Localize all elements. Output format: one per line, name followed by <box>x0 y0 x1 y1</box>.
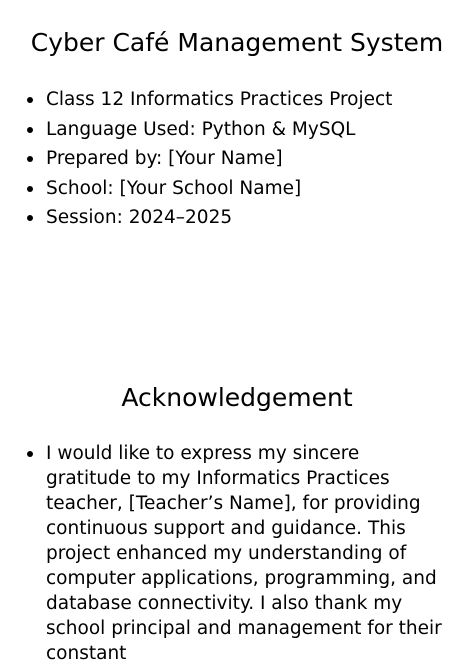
bullet-item <box>0 85 474 115</box>
bullet-list <box>0 441 474 666</box>
bullet-dot-icon <box>27 451 33 457</box>
bullet-dot-icon <box>27 156 33 162</box>
bullet-item <box>0 441 474 666</box>
bullet-dot-icon <box>27 97 33 103</box>
bullet-dot-icon <box>27 186 33 192</box>
bullet-item <box>0 144 474 174</box>
bullet-dot-icon <box>27 127 33 133</box>
slide-title: Cyber Café Management System <box>30 28 444 57</box>
bullet-text: Language Used: Python & MySQL <box>46 118 356 140</box>
bullet-text: School: [Your School Name] <box>46 177 302 199</box>
bullet-list <box>0 85 474 233</box>
bullet-dot-icon <box>27 215 33 221</box>
bullet-text: Class 12 Informatics Practices Project <box>46 89 393 110</box>
bullet-item <box>0 203 474 233</box>
bullet-text: Prepared by: [Your Name] <box>46 148 283 169</box>
bullet-item <box>0 115 474 145</box>
bullet-text: Session: 2024–2025 <box>46 207 233 228</box>
bullet-text: I would like to express my sincere gratitude to my Informatics Practices teacher, [Teacher’s Name], for providing continuous support and guidance. This project enhanced my understanding of computer applications, programming, and database connectivity. I also thank my school principal and management for their constant <box>46 443 442 664</box>
slide-title: Acknowledgement <box>121 383 353 412</box>
bullet-item <box>0 174 474 204</box>
